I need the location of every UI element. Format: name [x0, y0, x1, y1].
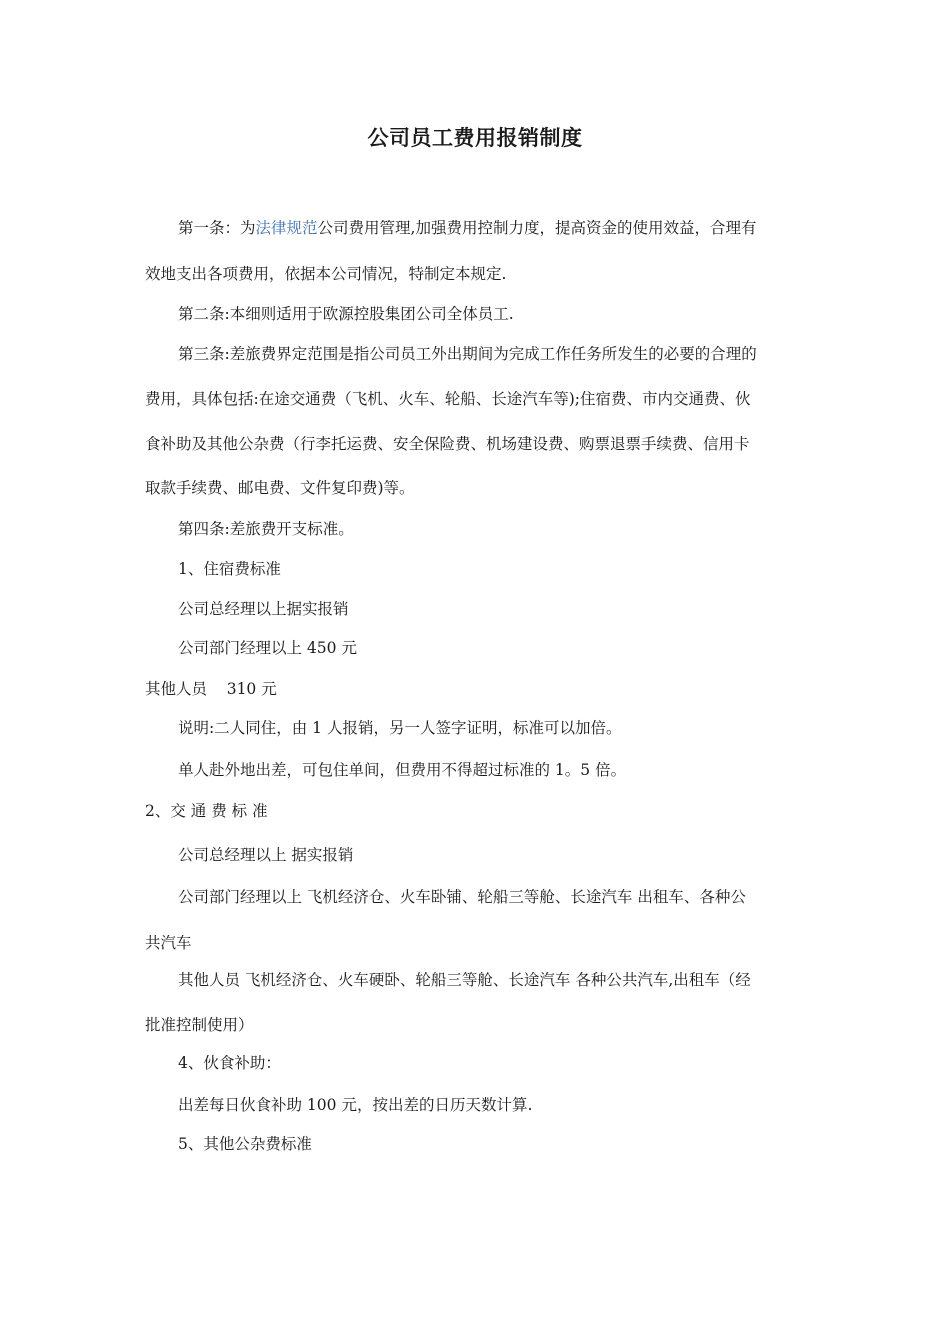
transport-other-staff-line-2: 批准控制使用） [145, 1016, 254, 1034]
article-1-prefix: 第一条：为 [178, 219, 256, 237]
article-3-line-3: 食补助及其他公杂费（行李托运费、安全保险费、机场建设费、购票退票手续费、信用卡 [145, 435, 750, 453]
misc-heading: 5、其他公杂费标准 [178, 1135, 312, 1153]
lodging-other-staff: 其他人员 310 元 [145, 680, 277, 698]
transport-department-manager-line-1: 公司部门经理以上 飞机经济仓、火车卧铺、轮船三等舱、长途汽车 出租车、各种公 [178, 888, 746, 906]
lodging-heading: 1、住宿费标准 [178, 560, 281, 578]
article-3-line-2: 费用，具体包括:在途交通费（飞机、火车、轮船、长途汽车等);住宿费、市内交通费、伙 [145, 390, 751, 408]
lodging-note-1: 说明:二人同住，由 1 人报销，另一人签字证明，标准可以加倍。 [178, 719, 622, 737]
article-3-line-4: 取款手续费、邮电费、文件复印费)等。 [145, 479, 415, 497]
lodging-general-manager: 公司总经理以上据实报销 [178, 600, 349, 618]
lodging-department-manager: 公司部门经理以上 450 元 [178, 639, 357, 657]
document-title: 公司员工费用报销制度 [367, 126, 583, 150]
transport-heading: 2、交 通 费 标 准 [145, 802, 268, 820]
meals-text: 出差每日伙食补助 100 元，按出差的日历天数计算. [178, 1096, 533, 1114]
article-4: 第四条:差旅费开支标准。 [178, 520, 354, 538]
article-3-line-1: 第三条:差旅费界定范围是指公司员工外出期间为完成工作任务所发生的必要的合理的 [178, 345, 757, 363]
lodging-note-2: 单人赴外地出差，可包住单间，但费用不得超过标准的 1。5 倍。 [178, 761, 627, 779]
transport-general-manager: 公司总经理以上 据实报销 [178, 846, 354, 864]
transport-department-manager-line-2: 共汽车 [145, 934, 192, 952]
article-1-line-1 [178, 218, 756, 238]
article-1-line-2: 效地支出各项费用，依据本公司情况，特制定本规定. [145, 265, 507, 283]
article-1-rest: 公司费用管理,加强费用控制力度，提高资金的使用效益，合理有 [317, 219, 757, 237]
legal-norm-link[interactable]: 法律规范 [255, 219, 318, 237]
meals-heading: 4、伙食补助： [178, 1054, 281, 1072]
transport-other-staff-line-1: 其他人员 飞机经济仓、火车硬卧、轮船三等舱、长途汽车 各种公共汽车,出租车（经 [178, 971, 751, 989]
article-2: 第二条:本细则适用于欧源控股集团公司全体员工. [178, 305, 514, 323]
